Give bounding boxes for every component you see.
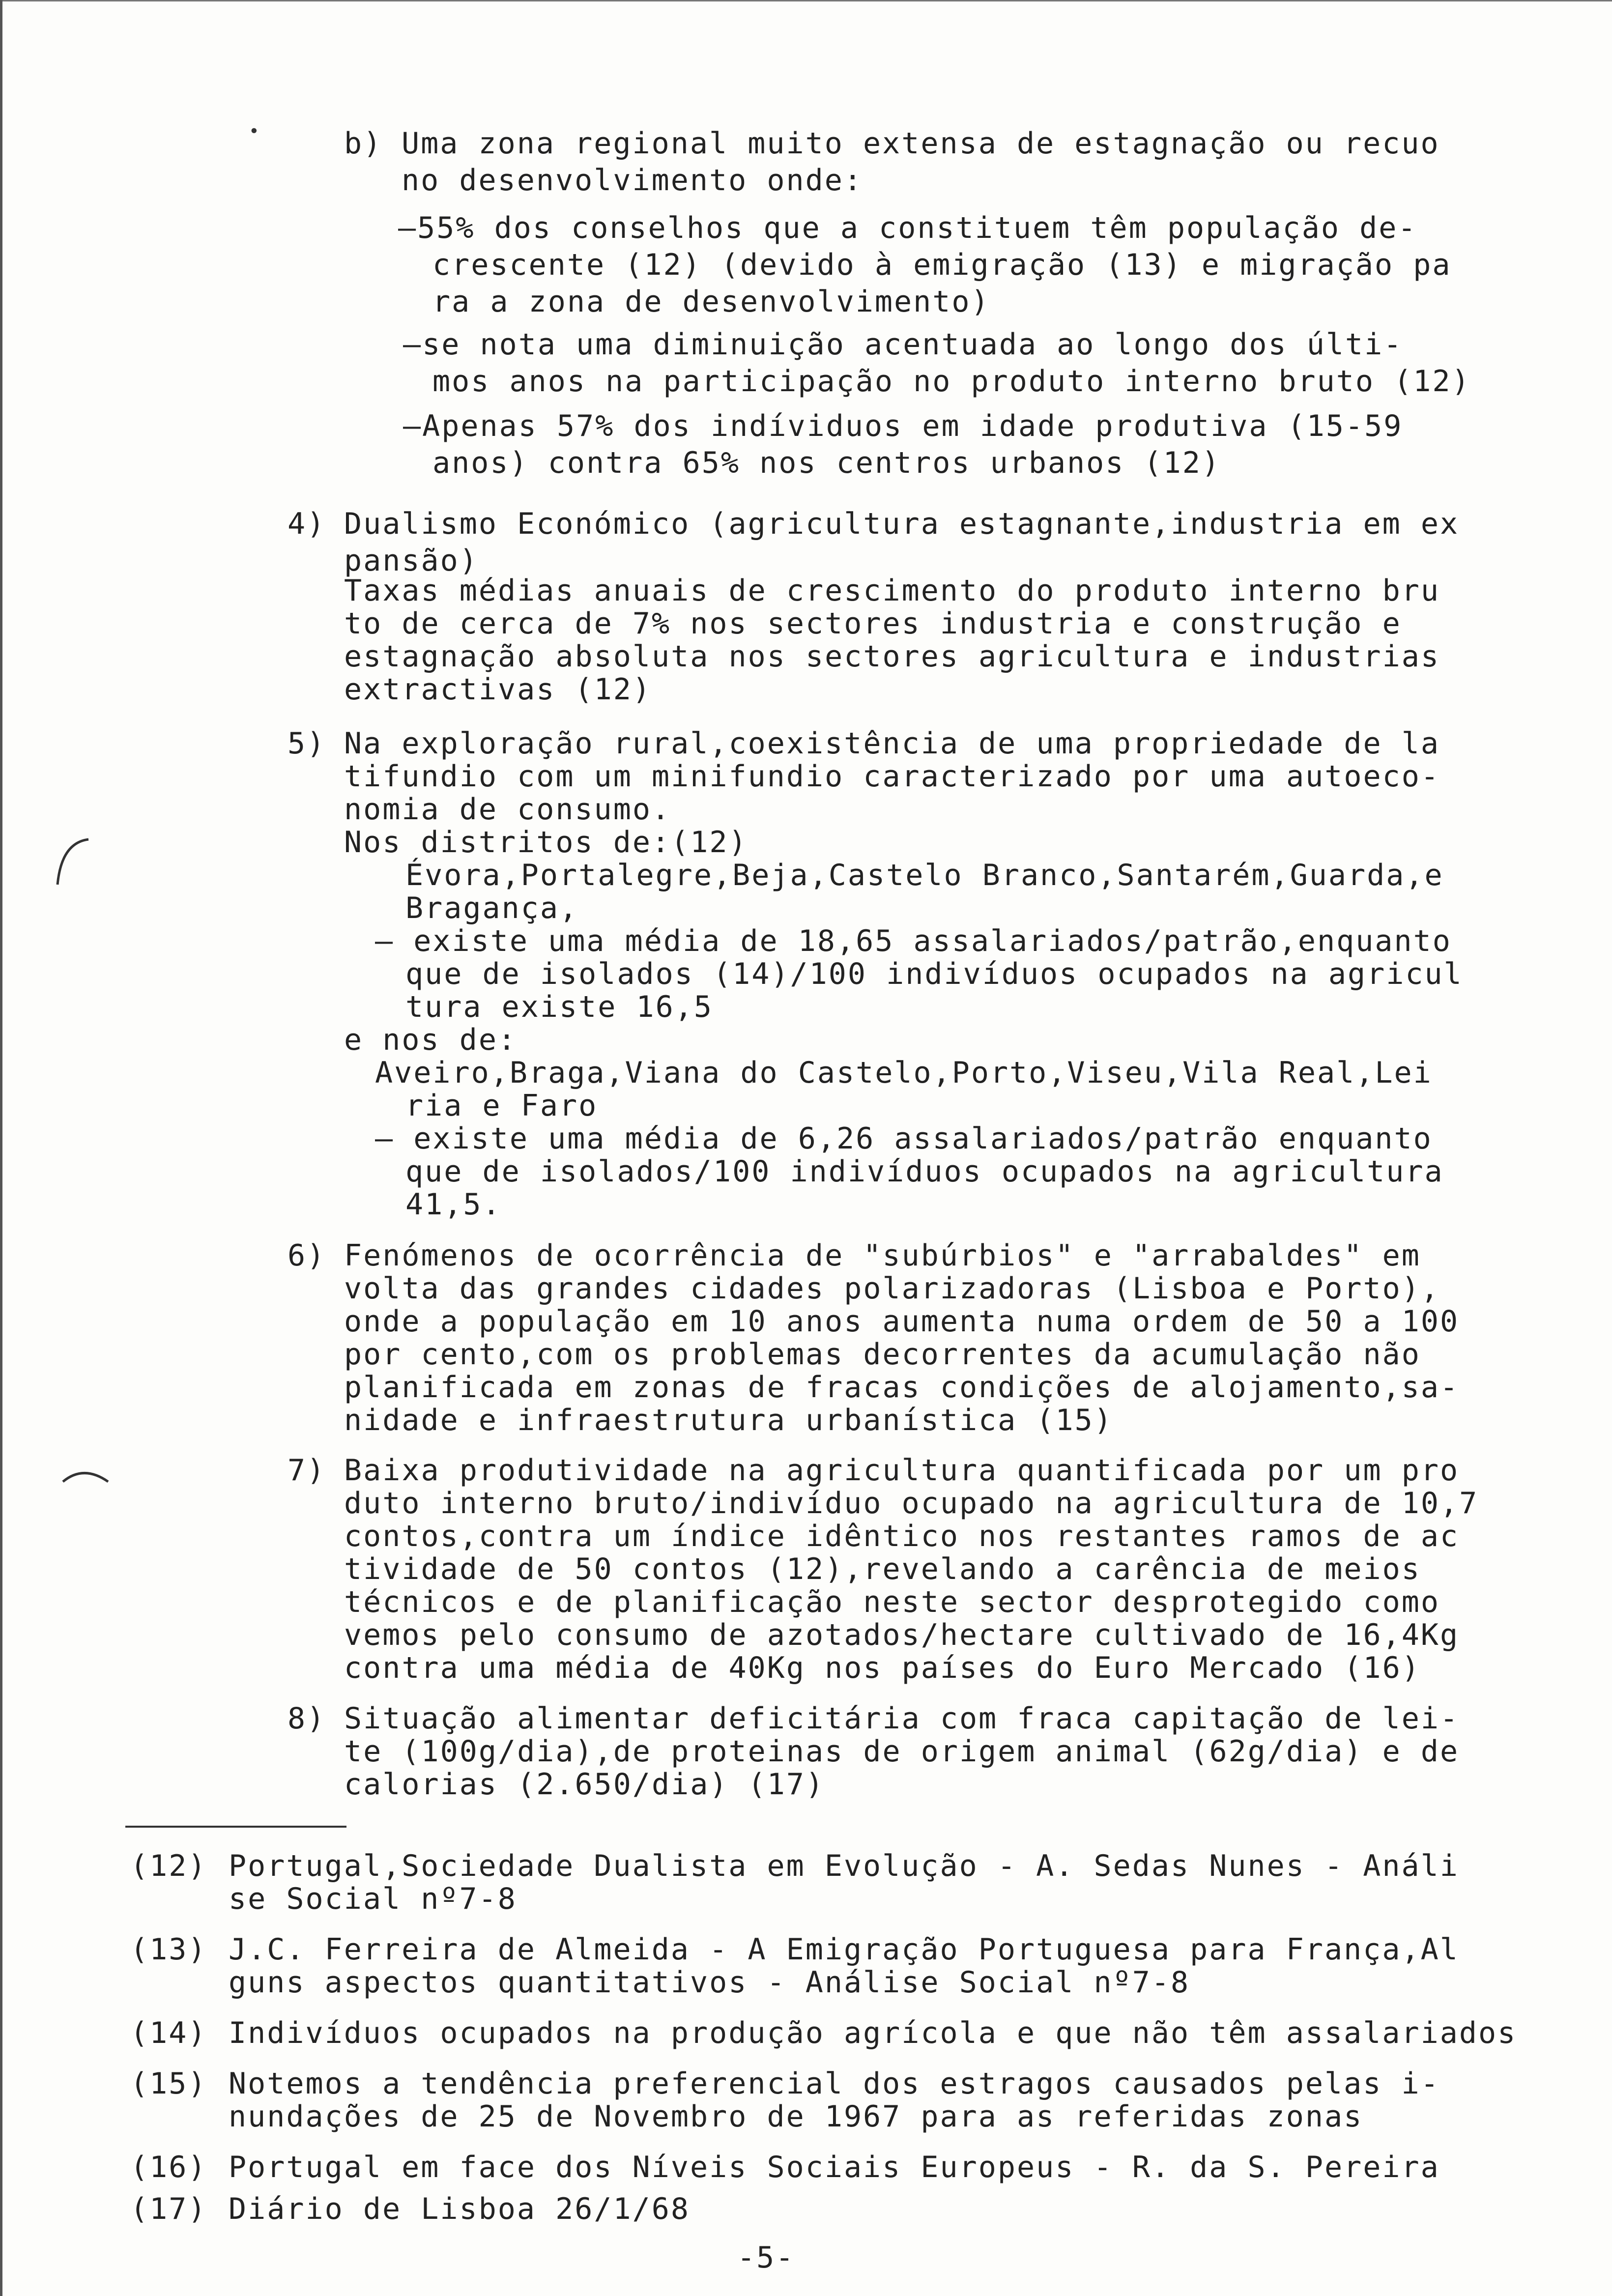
text-line: —Apenas 57% dos indíviduos em idade produtiva (15-59 (403, 409, 1403, 443)
text-line: Situação alimentar deficitária com fraca capitação de lei- (344, 1701, 1460, 1736)
text-line: tifundio com um minifundio caracterizado por uma autoeco- (344, 759, 1440, 794)
text-line: Baixa produtividade na agricultura quantificada por um pro (344, 1453, 1460, 1488)
text-line: e nos de: (344, 1023, 518, 1057)
text-line: to de cerca de 7% nos sectores industria e construção e (344, 606, 1402, 641)
footnote-marker: (14) (130, 2016, 207, 2050)
text-line: contos,contra um índice idêntico nos restantes ramos de ac (344, 1519, 1460, 1553)
footnote-marker: (12) (130, 1849, 207, 1883)
item-marker: 8) (288, 1701, 326, 1736)
item-marker: 6) (288, 1238, 326, 1273)
footnote-marker: (16) (130, 2150, 207, 2184)
text-line: extractivas (12) (344, 672, 652, 707)
text-line: técnicos e de planificação neste sector desprotegido como (344, 1585, 1440, 1619)
text-line: onde a população em 10 anos aumenta numa ordem de 50 a 100 (344, 1304, 1460, 1339)
footnote-line: Notemos a tendência preferencial dos estragos causados pelas i- (229, 2066, 1440, 2101)
footnote-line: Indivíduos ocupados na produção agrícola e que não têm assalariados (229, 2016, 1517, 2050)
text-line: — existe uma média de 6,26 assalariados/patrão enquanto (375, 1121, 1433, 1156)
text-line: anos) contra 65% nos centros urbanos (12) (432, 446, 1221, 480)
text-line: —55% dos conselhos que a constituem têm população de- (398, 211, 1417, 245)
text-line: Nos distritos de:(12) (344, 825, 748, 860)
text-line: estagnação absoluta nos sectores agricultura e industrias (344, 639, 1440, 674)
text-line: volta das grandes cidades polarizadoras (Lisboa e Porto), (344, 1271, 1440, 1306)
item-marker: 4) (288, 507, 326, 541)
footnote-line: J.C. Ferreira de Almeida - A Emigração Portuguesa para França,Al (229, 1932, 1459, 1967)
text-line: que de isolados/100 indivíduos ocupados na agricultura (405, 1154, 1444, 1189)
text-line: por cento,com os problemas decorrentes da acumulação não (344, 1337, 1421, 1372)
footnote-line: nundações de 25 de Novembro de 1967 para as referidas zonas (229, 2099, 1363, 2134)
text-line: duto interno bruto/indivíduo ocupado na agricultura de 10,7 (344, 1486, 1479, 1521)
text-line: — existe uma média de 18,65 assalariados/patrão,enquanto (375, 924, 1452, 958)
footnote-line: se Social nº7-8 (229, 1882, 517, 1916)
footnote-line: Portugal,Sociedade Dualista em Evolução - A. Sedas Nunes - Análi (229, 1849, 1459, 1883)
text-line: —se nota uma diminuição acentuada ao longo dos últi- (403, 327, 1403, 362)
text-line: Bragança, (405, 891, 579, 925)
item-marker: 5) (288, 726, 326, 761)
text-line: planificada em zonas de fracas condições de alojamento,sa- (344, 1370, 1460, 1405)
margin-arc-mark (59, 1462, 113, 1506)
text-line: nomia de consumo. (344, 792, 671, 827)
text-line: Aveiro,Braga,Viana do Castelo,Porto,Viseu,Vila Real,Lei (375, 1056, 1433, 1090)
scan-top-edge (0, 0, 1612, 1)
text-line: mos anos na participação no produto interno bruto (12) (432, 364, 1471, 399)
item-marker: b) (344, 126, 383, 161)
scan-left-edge (0, 0, 2, 2296)
text-line: tura existe 16,5 (405, 990, 713, 1024)
text-line: que de isolados (14)/100 indivíduos ocupados na agricul (405, 957, 1463, 991)
item-marker: 7) (288, 1453, 326, 1488)
text-line: no desenvolvimento onde: (402, 163, 863, 198)
footnote-separator (125, 1826, 346, 1828)
bullet-dot: • (249, 121, 259, 142)
footnote-line: Diário de Lisboa 26/1/68 (229, 2192, 690, 2226)
text-line: Uma zona regional muito extensa de estagnação ou recuo (402, 126, 1440, 161)
text-line: 41,5. (405, 1187, 502, 1222)
text-line: contra uma média de 40Kg nos países do Euro Mercado (16) (344, 1651, 1421, 1685)
text-line: Taxas médias anuais de crescimento do produto interno bru (344, 574, 1440, 608)
text-line: Na exploração rural,coexistência de uma propriedade de la (344, 726, 1440, 761)
text-line: vemos pelo consumo de azotados/hectare cultivado de 16,4Kg (344, 1618, 1460, 1652)
footnote-line: guns aspectos quantitativos - Análise Social nº7-8 (229, 1965, 1190, 2000)
footnote-marker: (13) (130, 1932, 207, 1967)
text-line: crescente (12) (devido à emigração (13) e migração pa (432, 248, 1452, 282)
text-line: tividade de 50 contos (12),revelando a carência de meios (344, 1552, 1421, 1586)
margin-bracket-mark (47, 835, 96, 890)
text-line: ra a zona de desenvolvimento) (432, 285, 990, 319)
text-line: te (100g/dia),de proteinas de origem animal (62g/dia) e de (344, 1734, 1460, 1769)
text-line: ria e Faro (405, 1089, 598, 1123)
page-number: -5- (737, 2240, 795, 2275)
text-line: pansão) (344, 544, 479, 578)
footnote-marker: (15) (130, 2066, 207, 2101)
text-line: calorias (2.650/dia) (17) (344, 1767, 825, 1802)
text-line: Évora,Portalegre,Beja,Castelo Branco,Santarém,Guarda,e (405, 858, 1444, 892)
footnote-line: Portugal em face dos Níveis Sociais Europeus - R. da S. Pereira (229, 2150, 1440, 2184)
text-line: Fenómenos de ocorrência de "subúrbios" e "arrabaldes" em (344, 1238, 1421, 1273)
footnote-marker: (17) (130, 2192, 207, 2226)
text-line: Dualismo Económico (agricultura estagnante,industria em ex (344, 507, 1460, 541)
text-line: nidade e infraestrutura urbanística (15) (344, 1403, 1113, 1437)
